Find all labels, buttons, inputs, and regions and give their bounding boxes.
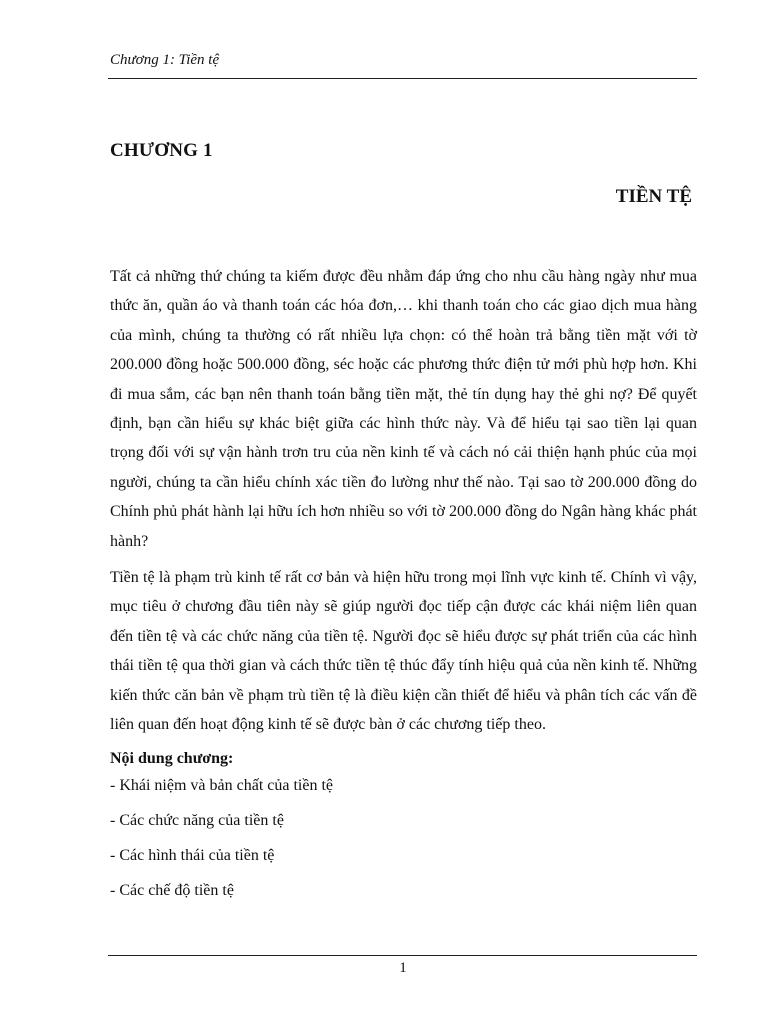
page-number: 1	[399, 960, 407, 976]
chapter-contents-list	[110, 776, 697, 901]
list-item: - Các chức năng của tiền tệ	[110, 811, 284, 829]
chapter-title: TIỀN TỆ	[615, 186, 692, 207]
objectives-paragraph: Tiền tệ là phạm trù kinh tế rất cơ bản và hiện hữu trong mọi lĩnh vực kinh tế. Chính vì vậy, mục tiêu ở chương đầu tiên này sẽ giúp người đọc tiếp cận được các khái niệm liên quan đến tiền tệ và các chức năng của tiền tệ. Người đọc sẽ hiểu được sự phát triển của các hình thái tiền tệ qua thời gian và cách thức tiền tệ thúc đẩy tính hiệu quả của nền kinh tế. Những kiến thức căn bản về phạm trù tiền tệ là điều kiện cần thiết để hiểu và phân tích các vấn đề liên quan đến hoạt động kinh tế sẽ được bàn ở các chương tiếp theo.	[110, 569, 697, 734]
chapter-label: CHƯƠNG 1	[110, 140, 213, 161]
contents-heading: Nội dung chương:	[110, 749, 234, 767]
list-item: - Khái niệm và bản chất của tiền tệ	[110, 776, 334, 794]
intro-paragraph: Tất cả những thứ chúng ta kiếm được đều nhằm đáp ứng cho nhu cầu hàng ngày như mua thức ăn, quần áo và thanh toán các hóa đơn,… khi thanh toán cho các giao dịch mua hàng của mình, chúng ta thường có rất nhiều lựa chọn: có thể hoàn trả bằng tiền mặt với tờ 200.000 đồng hoặc 500.000 đồng, séc hoặc các phương thức điện tử mới phù hợp hơn. Khi đi mua sắm, các bạn nên thanh toán bằng tiền mặt, thẻ tín dụng hay thẻ ghi nợ? Để quyết định, bạn cần hiểu sự khác biệt giữa các hình thức này. Và để hiểu tại sao tiền lại quan trọng đối với sự vận hành trơn tru của nền kinh tế và cách nó cải thiện hạnh phúc của mọi người, chúng ta cần hiểu chính xác tiền đo lường như thế nào. Tại sao tờ 200.000 đồng do Chính phủ phát hành lại hữu ích hơn nhiều so với tờ 200.000 đồng do Ngân hàng khác phát hành?	[110, 268, 697, 550]
header-divider	[108, 78, 697, 79]
footer-divider	[108, 955, 697, 956]
list-item: - Các hình thái của tiền tệ	[110, 846, 275, 864]
chapter-body	[110, 262, 697, 916]
running-header: Chương 1: Tiền tệ	[110, 52, 220, 68]
list-item: - Các chế độ tiền tệ	[110, 881, 234, 899]
